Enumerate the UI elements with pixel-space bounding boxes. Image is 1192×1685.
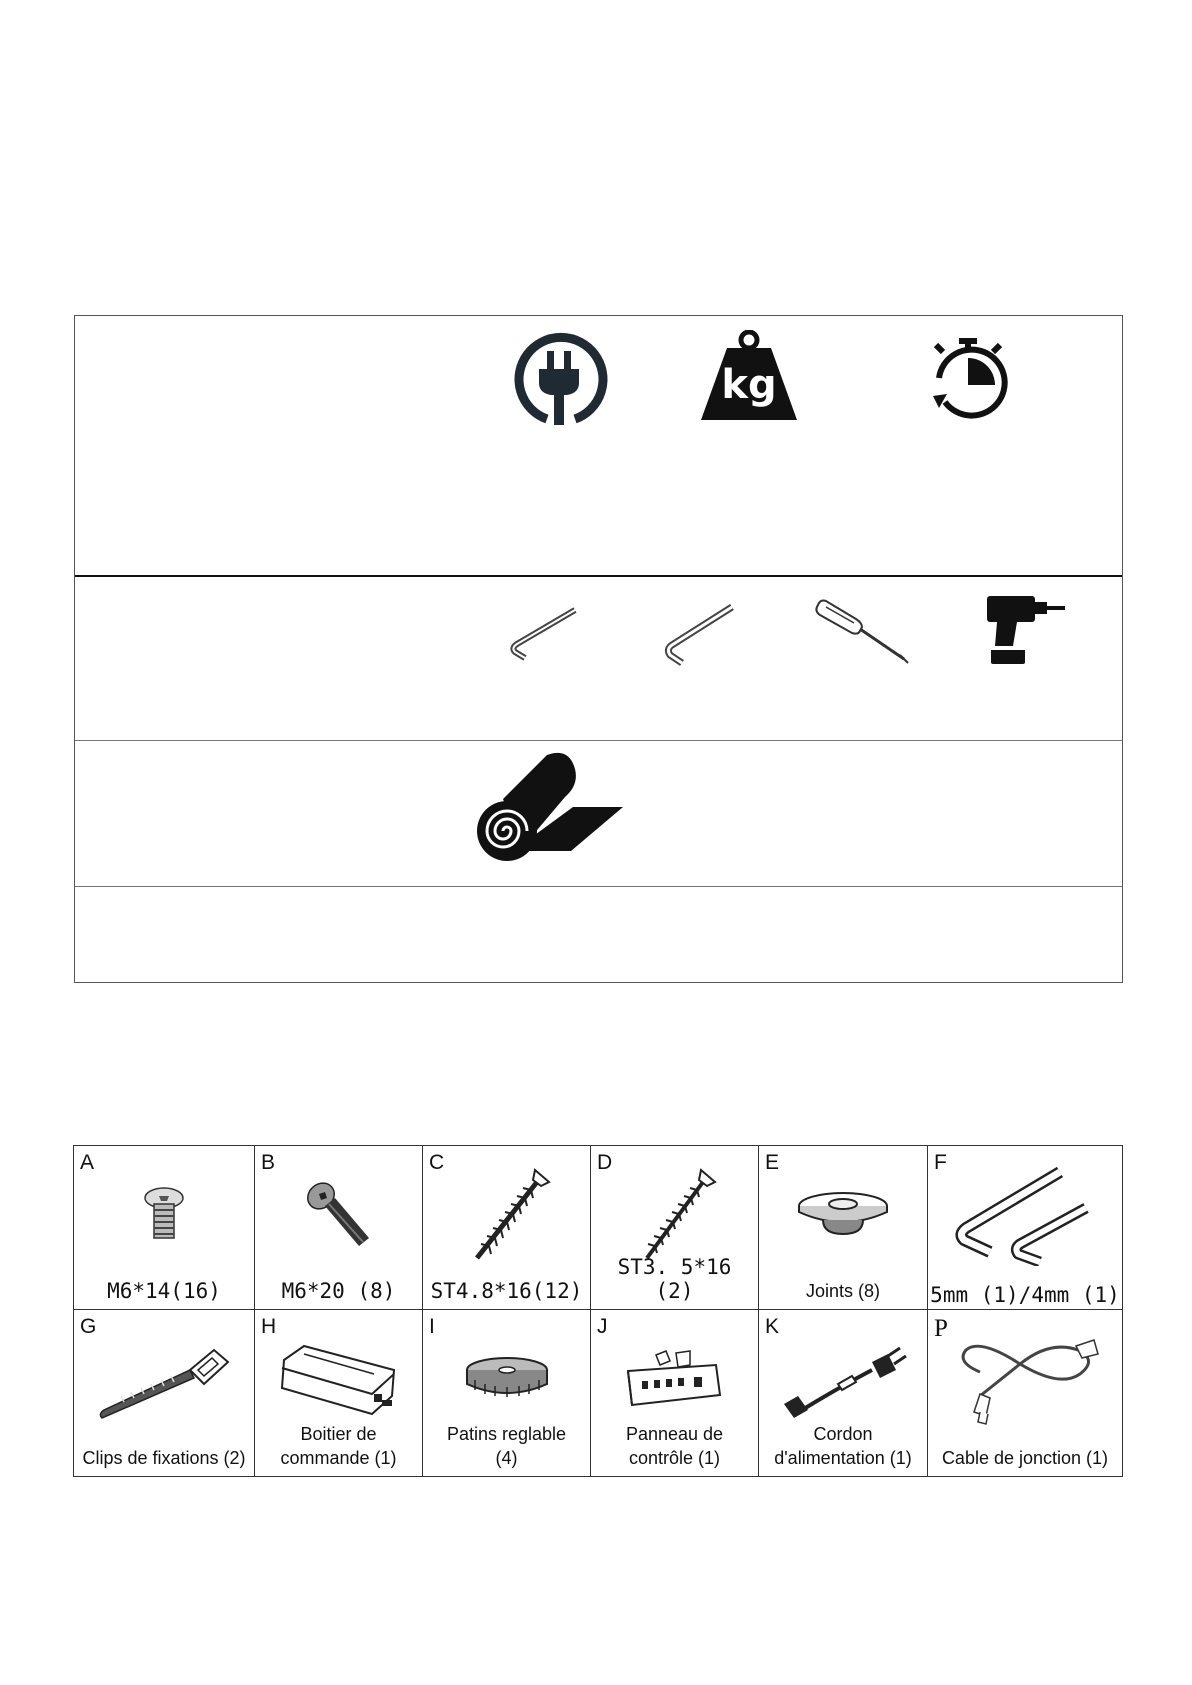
adjustable-foot-icon <box>423 1332 590 1428</box>
socket-head-bolt-icon <box>255 1168 422 1264</box>
info-row-tools <box>75 577 1122 741</box>
part-label: ST4.8*16(12) <box>430 1279 583 1303</box>
info-row-requirements <box>75 316 1122 577</box>
part-letter: J <box>597 1315 608 1338</box>
part-letter: H <box>261 1315 277 1338</box>
part-letter: E <box>765 1151 780 1174</box>
weight-kg-icon <box>697 330 801 422</box>
part-cell-i <box>423 1310 591 1477</box>
part-label: M6*20 (8) <box>281 1279 396 1303</box>
part-cell-p <box>928 1310 1123 1477</box>
part-cell-a <box>74 1146 255 1310</box>
info-table <box>74 315 1123 983</box>
part-label: Patins reglable (4) <box>446 1424 567 1468</box>
part-label: Panneau de contrôle (1) <box>625 1424 724 1468</box>
timer-icon <box>925 338 1011 424</box>
button-head-screw-icon <box>74 1168 254 1264</box>
part-label: 5mm (1)/4mm (1) <box>930 1283 1120 1307</box>
part-label: Cable de jonction (1) <box>941 1448 1109 1468</box>
wood-screw-small-icon <box>591 1168 758 1264</box>
part-label: Clips de fixations (2) <box>82 1448 246 1468</box>
wood-screw-icon <box>423 1168 590 1264</box>
part-letter: C <box>429 1151 445 1174</box>
power-plug-icon <box>509 331 609 431</box>
part-letter: D <box>597 1151 613 1174</box>
part-cell-b <box>255 1146 423 1310</box>
part-label: Joints (8) <box>805 1281 881 1301</box>
hex-key-small-icon <box>505 602 585 662</box>
allen-keys-icon <box>928 1168 1122 1264</box>
floor-mat-roll-icon <box>473 751 633 863</box>
part-cell-h <box>255 1310 423 1477</box>
svg-text:kg: kg <box>721 362 777 408</box>
part-letter: G <box>80 1315 97 1338</box>
part-cell-e <box>759 1146 928 1310</box>
cable-tie-icon <box>74 1332 254 1428</box>
parts-table <box>73 1145 1123 1477</box>
control-panel-icon <box>591 1332 758 1428</box>
junction-cable-icon <box>928 1332 1122 1428</box>
part-cell-d <box>591 1146 759 1310</box>
info-row-empty <box>75 887 1122 982</box>
power-cord-icon <box>759 1332 927 1428</box>
foot-pad-icon <box>759 1168 927 1264</box>
part-label: Boitier de commande (1) <box>280 1424 397 1468</box>
part-letter: P <box>934 1315 948 1342</box>
part-letter: F <box>934 1151 947 1174</box>
part-label: Cordon d'alimentation (1) <box>774 1424 912 1468</box>
control-box-icon <box>255 1332 422 1428</box>
part-letter: A <box>80 1151 95 1174</box>
part-cell-g <box>74 1310 255 1477</box>
power-drill-icon <box>983 594 1067 666</box>
part-cell-j <box>591 1310 759 1477</box>
part-cell-k <box>759 1310 928 1477</box>
part-label: ST3. 5*16 (2) <box>617 1255 732 1303</box>
part-letter: K <box>765 1315 780 1338</box>
part-cell-c <box>423 1146 591 1310</box>
part-cell-f <box>928 1146 1123 1310</box>
part-letter: B <box>261 1151 276 1174</box>
hex-key-large-icon <box>660 599 740 669</box>
info-row-floor <box>75 741 1122 887</box>
screwdriver-icon <box>812 597 912 667</box>
part-letter: I <box>429 1315 435 1338</box>
part-label: M6*14(16) <box>107 1279 221 1303</box>
